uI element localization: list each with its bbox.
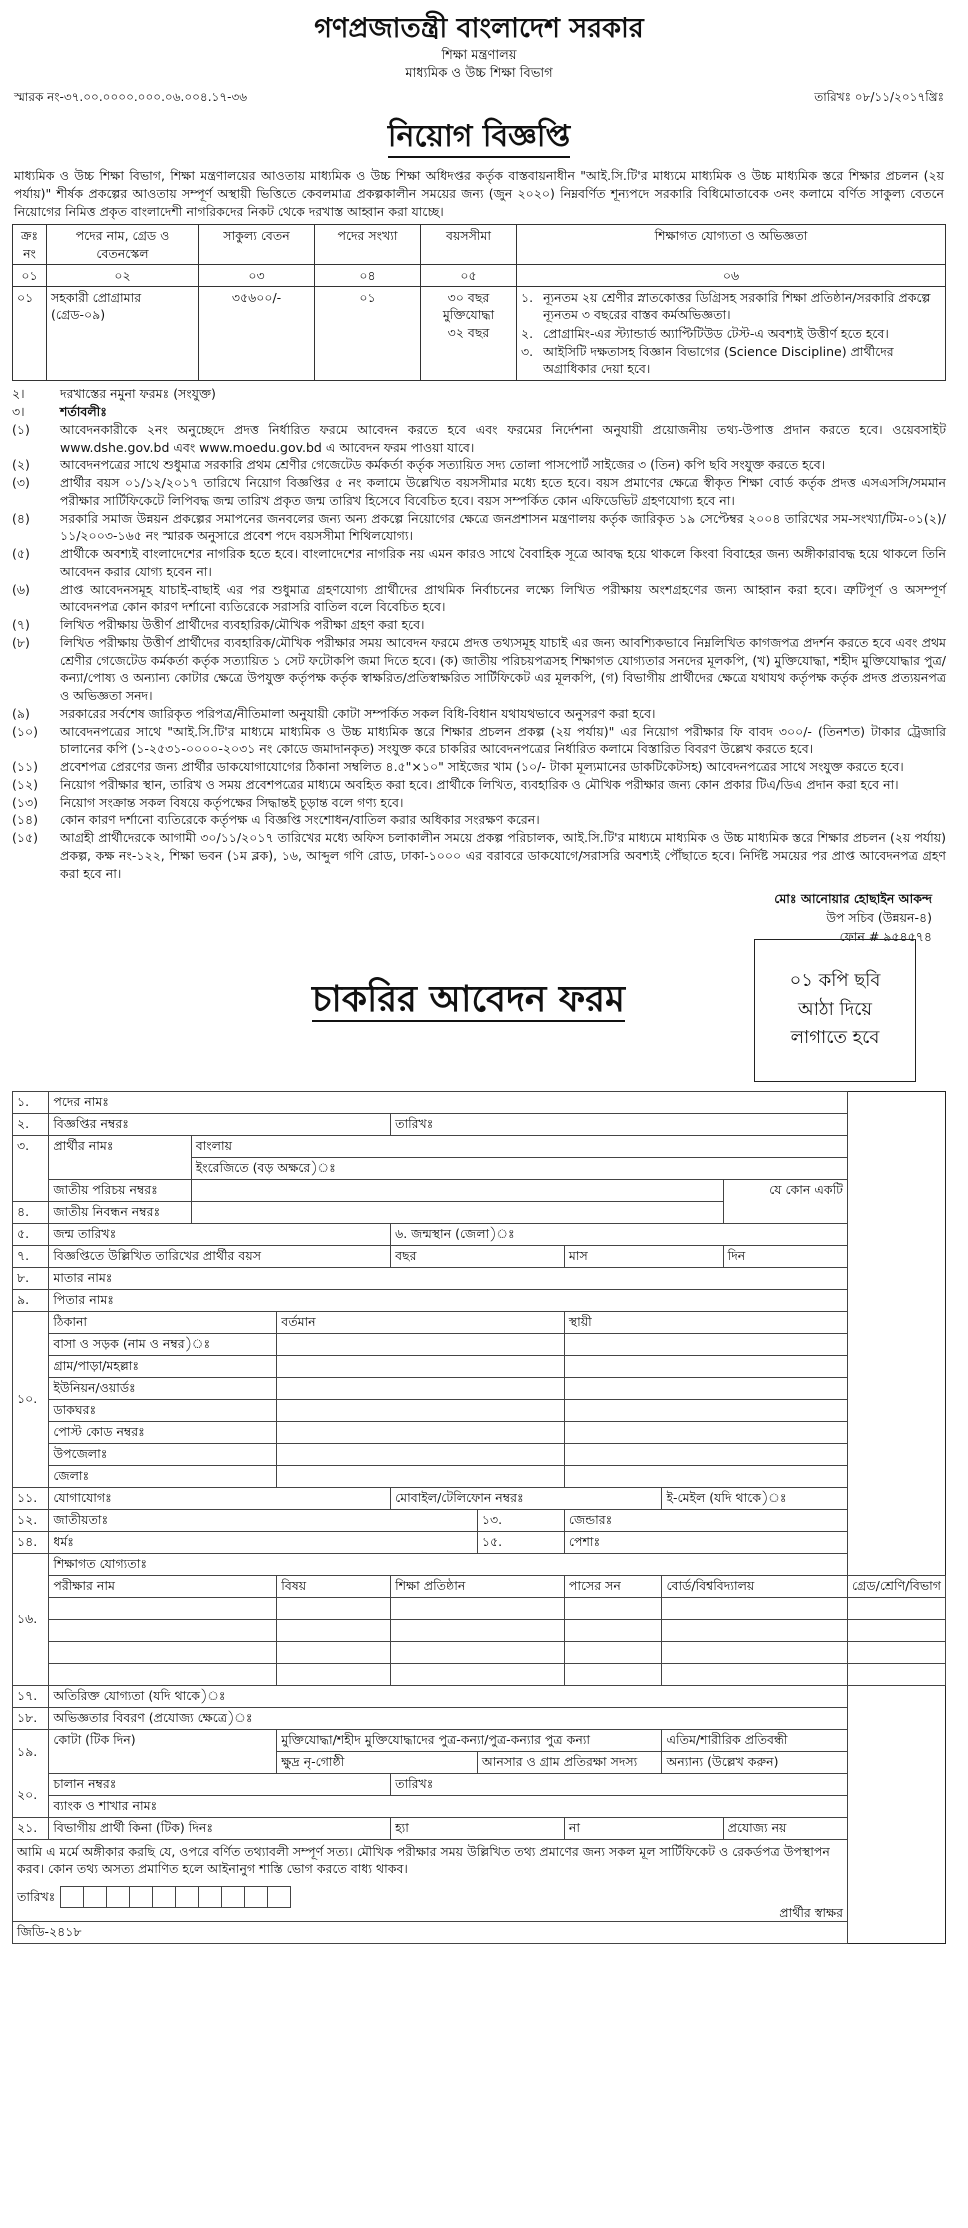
quota-row-a — [13, 1729, 946, 1751]
term-number: (১) — [12, 421, 30, 437]
present-address-field[interactable] — [277, 1333, 565, 1355]
dob-field[interactable]: জন্ম তারিখঃ — [49, 1223, 391, 1245]
term-number: (৯) — [12, 705, 30, 721]
term-item — [12, 421, 946, 457]
present-address-field[interactable] — [277, 1465, 565, 1487]
term-text: লিখিত পরীক্ষায় উত্তীর্ণ প্রার্থীদের ব্যবহারিক/মৌখিক পরীক্ষা গ্রহণ করা হবে। — [60, 617, 425, 633]
edu-head-row — [13, 1575, 946, 1597]
declaration-date — [17, 1886, 291, 1908]
row-no: ৩. — [13, 1135, 49, 1179]
term-number: (৭) — [12, 617, 30, 633]
term-item — [12, 776, 946, 794]
application-form — [12, 1091, 946, 1945]
option-no[interactable]: না — [564, 1817, 723, 1839]
challan-number-field[interactable]: চালান নম্বরঃ — [49, 1773, 391, 1795]
term-number: (৩) — [12, 475, 30, 491]
edu-cell[interactable] — [564, 1641, 662, 1663]
religion-field[interactable]: ধর্মঃ — [49, 1531, 478, 1553]
qual-text: আইসিটি দক্ষতাসহ বিজ্ঞান বিভাগের (Science Discipline) প্রার্থীদের অগ্রাধিকার দেয়া হবে। — [543, 343, 894, 377]
col-number: ০২ — [47, 264, 199, 286]
term-item — [12, 794, 946, 812]
age-days-field[interactable]: দিন — [723, 1245, 847, 1267]
term-text: সরকারি সমাজ উন্নয়ন প্রকল্পের সমাপনের জনবলের জন্য অন্য প্রকল্পে নিয়োগের ক্ষেত্রে জনপ্রশাসন মন্ত্রণালয় কর্তৃক জারিকৃত ১৯ সেপ্টেম্বর ২০০৪ তারিখের সম-সংখ্যা/টিম-০১(২)/১১/২০০৩-১৬৫ নং স্মারক অনুসারে প্রবেশ পদে বয়সসীমা শিথিলযোগ্য। — [60, 510, 946, 544]
edu-cell[interactable] — [49, 1641, 277, 1663]
quota-option-ethnic[interactable]: ক্ষুদ্র নৃ-গোষ্ঠী — [277, 1751, 478, 1773]
col-header: শিক্ষাগত যোগ্যতা ও অভিজ্ঞতা — [517, 225, 946, 265]
edu-cell[interactable] — [391, 1619, 565, 1641]
term-number: ৩। — [12, 404, 25, 420]
form-row-2 — [13, 1113, 946, 1135]
edu-cell[interactable] — [564, 1619, 662, 1641]
row-no: ১৫. — [477, 1531, 564, 1553]
address-row — [13, 1355, 946, 1377]
qual-no: ১. — [521, 290, 534, 306]
term-item — [12, 616, 946, 634]
term-text: আগ্রহী প্রার্থীদেরকে আগামী ৩০/১১/২০১৭ তারিখের মধ্যে অফিস চলাকালীন সময়ে প্রকল্প পরিচালক, আই.সি.টি'র মাধ্যমে মাধ্যমিক ও উচ্চ মাধ্যমিক স্তরে শিক্ষার প্রচলন (২য় পর্যায়) প্রকল্প, কক্ষ নং-১২২, শিক্ষা ভবন (১ম ব্লক), ১৬, আব্দুল গণি রোড, ঢাকা-১০০০ এর বরাবরে ডাকযোগে/সরাসরি অবশ্যই পৌঁছাতে হবে। নির্দিষ্ট সময়ের পর প্রাপ্ত আবেদনপত্র গ্রহণ করা হবে না। — [60, 830, 946, 881]
edu-col-header: শিক্ষা প্রতিষ্ঠান — [391, 1575, 565, 1597]
photo-text: লাগাতে হবে — [790, 1027, 880, 1049]
address-row — [13, 1421, 946, 1443]
mother-name-field[interactable]: মাতার নামঃ — [49, 1267, 848, 1289]
term-number: (১৪) — [12, 812, 38, 828]
edu-label-row — [13, 1553, 946, 1575]
quota-option-other[interactable]: অন্যান্য (উল্লেখ করুন) — [662, 1751, 848, 1773]
job-row — [13, 287, 946, 381]
edu-col-header: গ্রেড/শ্রেণি/বিভাগ — [847, 1575, 945, 1597]
present-address-label: বর্তমান — [277, 1311, 565, 1333]
col-header: ক্রঃ নং — [13, 225, 47, 265]
quota-label: কোটা (টিক দিন) — [49, 1729, 277, 1773]
col-number: ০৬ — [517, 264, 946, 286]
bank-branch-field[interactable]: ব্যাংক ও শাখার নামঃ — [49, 1795, 848, 1817]
permanent-address-field[interactable] — [564, 1355, 847, 1377]
present-address-field[interactable] — [277, 1421, 565, 1443]
address-row — [13, 1465, 946, 1487]
form-row-3a — [13, 1135, 946, 1157]
edu-cell[interactable] — [391, 1641, 565, 1663]
term-number: (২) — [12, 457, 30, 473]
form-row-14 — [13, 1531, 946, 1553]
gender-field[interactable]: জেন্ডারঃ — [564, 1509, 847, 1531]
edu-cell[interactable] — [564, 1597, 662, 1619]
term-text: আবেদনকারীকে ২নং অনুচ্ছেদে প্রদত্ত নির্ধারিত ফরমে আবেদন করতে হবে এবং ফরমের নির্দেশনা অনুযায়ী প্রয়োজনীয় তথ্য-উপাত্ত প্রদান করতে হবে। ওয়েবসাইট www.dshe.gov.bd এবং www.moedu.gov.bd এ আবেদন ফরম পাওয়া যাবে। — [60, 421, 946, 455]
memo-number: স্মারক নং-৩৭.০০.০০০০.০০০.০৬.০০৪.১৭-৩৬ — [14, 90, 248, 105]
challan-date-field[interactable]: তারিখঃ — [391, 1773, 848, 1795]
address-label: ঠিকানা — [49, 1311, 277, 1333]
term-number: (৬) — [12, 581, 30, 597]
term-item — [12, 385, 946, 403]
address-row-label: ইউনিয়ন/ওয়ার্ডঃ — [49, 1377, 277, 1399]
job-age — [421, 287, 517, 381]
col-header: বয়সসীমা — [421, 225, 517, 265]
row-no: ১২. — [13, 1509, 49, 1531]
col-header: পদের সংখ্যা — [315, 225, 421, 265]
date-boxes[interactable] — [61, 1886, 291, 1908]
row-no: ১৩. — [477, 1509, 564, 1531]
col-number: ০৪ — [315, 264, 421, 286]
col-number: ০১ — [13, 264, 47, 286]
phone-field[interactable]: মোবাইল/টেলিফোন নম্বরঃ — [391, 1487, 662, 1509]
edu-cell[interactable] — [49, 1597, 277, 1619]
experience-field[interactable]: অভিজ্ঞতার বিবরণ (প্রযোজ্য ক্ষেত্রে)ঃ — [49, 1707, 848, 1729]
extra-qualification-field[interactable]: অতিরিক্ত যোগ্যতা (যদি থাকে)ঃ — [49, 1685, 848, 1707]
occupation-field[interactable]: পেশাঃ — [564, 1531, 847, 1553]
challan-row-b — [13, 1795, 946, 1817]
term-number: (১৫) — [12, 830, 38, 846]
job-table — [12, 224, 946, 381]
form-title: চাকরির আবেদন ফরম — [312, 978, 626, 1020]
permanent-address-field[interactable] — [564, 1421, 847, 1443]
age-months-field[interactable]: মাস — [564, 1245, 723, 1267]
edu-cell[interactable] — [391, 1663, 565, 1685]
term-number: (৫) — [12, 546, 30, 562]
col-number-row — [13, 264, 946, 286]
age-general: ৩০ বছর — [447, 290, 490, 306]
edu-cell[interactable] — [662, 1597, 848, 1619]
term-text: আবেদনপত্রের সাথে শুধুমাত্র সরকারি প্রথম শ্রেণীর গেজেটেড কর্মকর্তা কর্তৃক সত্যায়িত সদ্য তোলা পাসপোর্ট সাইজের ৩ (তিন) কপি ছবি সংযুক্ত করতে হবে। — [60, 457, 826, 473]
declaration-footer — [13, 1886, 847, 1921]
form-row-11 — [13, 1487, 946, 1509]
signer-name: মোঃ আনোয়ার হোছাইন আকন্দ — [774, 891, 932, 907]
present-address-field[interactable] — [277, 1377, 565, 1399]
name-bangla-field[interactable]: বাংলায় — [191, 1135, 847, 1157]
division: মাধ্যমিক ও উচ্চ শিক্ষা বিভাগ — [405, 66, 553, 82]
permanent-address-field[interactable] — [564, 1399, 847, 1421]
declaration-cell — [13, 1839, 848, 1922]
term-item — [12, 456, 946, 474]
nid-field[interactable] — [191, 1179, 723, 1201]
term-number: ২। — [12, 386, 25, 402]
job-sl: ০১ — [13, 287, 47, 381]
qual-no: ৩. — [521, 343, 534, 359]
term-item — [12, 545, 946, 581]
term-text: নিয়োগ পরীক্ষার স্থান, তারিখ ও সময় প্রবেশপত্রের মাধ্যমে অবহিত করা হবে। প্রার্থীকে লিখিত, ব্যবহারিক ও মৌখিক পরীক্ষার জন্য কোন প্রকার টিএ/ডিএ প্রদান করা হবে না। — [60, 776, 899, 792]
edu-cell[interactable] — [277, 1641, 391, 1663]
row-no: ১১. — [13, 1487, 49, 1509]
job-table-header — [13, 225, 946, 265]
option-yes[interactable]: হ্যা — [391, 1817, 565, 1839]
form-row-9 — [13, 1289, 946, 1311]
photo-text: আঠা দিয়ে — [798, 998, 872, 1020]
form-row-12 — [13, 1509, 946, 1531]
birthplace-field[interactable]: ৬. জন্মস্থান (জেলা)ঃ — [391, 1223, 848, 1245]
term-item — [12, 581, 946, 617]
term-item — [12, 811, 946, 829]
address-row-label: ডাকঘরঃ — [49, 1399, 277, 1421]
nationality-field[interactable]: জাতীয়তাঃ — [49, 1509, 478, 1531]
edu-col-header: পরীক্ষার নাম — [49, 1575, 277, 1597]
row-no: ১৯. — [13, 1729, 49, 1773]
address-row — [13, 1443, 946, 1465]
col-number: ০৫ — [421, 264, 517, 286]
date-label: তারিখঃ — [17, 1889, 56, 1905]
declaration-row — [13, 1839, 946, 1922]
challan-row-a — [13, 1773, 946, 1795]
term-text: আবেদনপত্রের সাথে "আই.সি.টি'র মাধ্যমে মাধ্যমিক ও উচ্চ মাধ্যমিক স্তরে শিক্ষার প্রচলন প্রকল্প (২য় পর্যায়)" এর নিয়োগ পরীক্ষার ফি বাবদ ৩০০/- (তিনশত) টাকার ট্রেজারি চালানের কপি (১-২৫৩১-০০০০-২০৩১ নং কোডে জমাদানকৃত) সংযুক্ত করে চাকরির আবেদনপত্রের নির্ধারিত কলামে বিস্তারিত বিবরণ উল্লেখ করতে হবে। — [60, 723, 946, 757]
present-address-field[interactable] — [277, 1355, 565, 1377]
post-name-field[interactable]: পদের নামঃ — [49, 1091, 848, 1113]
qual-text: প্রোগ্রামিং-এর স্ট্যান্ডার্ড অ্যাপ্টিটিউড টেস্ট-এ অবশ্যই উত্তীর্ণ হতে হবে। — [543, 325, 889, 341]
row-no: ১. — [13, 1091, 49, 1113]
permanent-address-label: স্থায়ী — [564, 1311, 847, 1333]
age-years-field[interactable]: বছর — [391, 1245, 565, 1267]
departmental-label: বিভাগীয় প্রার্থী কিনা (টিক) দিনঃ — [49, 1817, 391, 1839]
edu-cell[interactable] — [277, 1663, 391, 1685]
job-salary: ৩৫৬০০/- — [199, 287, 315, 381]
form-row-8 — [13, 1267, 946, 1289]
edu-col-header: বোর্ড/বিশ্ববিদ্যালয় — [662, 1575, 848, 1597]
terms-list — [12, 385, 946, 882]
row-no: ৫. — [13, 1223, 49, 1245]
term-item — [12, 723, 946, 759]
form-header — [12, 939, 946, 1089]
term-item — [12, 403, 946, 421]
qual-text: ন্যূনতম ২য় শ্রেণীর স্নাতকোত্তর ডিগ্রিসহ সরকারি শিক্ষা প্রতিষ্ঠান/সরকারি প্রকল্পে ন্যূনতম ৩ বছরের বাস্তব কর্মঅভিজ্ঞতা। — [543, 290, 931, 323]
qual-no: ২. — [521, 325, 534, 341]
term-text: শর্তাবলীঃ — [60, 404, 107, 420]
contact-label: যোগাযোগঃ — [49, 1487, 391, 1509]
age-label: বিজ্ঞপ্তিতে উল্লিখিত তারিখের প্রার্থীর বয়স — [49, 1245, 391, 1267]
email-field[interactable]: ই-মেইল (যদি থাকে)ঃ — [662, 1487, 848, 1509]
term-number: (৮) — [12, 634, 30, 650]
permanent-address-field[interactable] — [564, 1465, 847, 1487]
form-row-7 — [13, 1245, 946, 1267]
permanent-address-field[interactable] — [564, 1377, 847, 1399]
row-no: ২. — [13, 1113, 49, 1135]
term-number: (১০) — [12, 723, 38, 739]
qual-item — [521, 325, 941, 342]
ad-number-field[interactable]: বিজ্ঞপ্তির নম্বরঃ — [49, 1113, 391, 1135]
ref-row — [12, 89, 946, 106]
edu-cell[interactable] — [662, 1619, 848, 1641]
edu-row — [13, 1597, 946, 1619]
job-post: সহকারী প্রোগ্রামার (গ্রেড-০৯) — [47, 287, 199, 381]
edu-cell[interactable] — [564, 1663, 662, 1685]
birthreg-label: জাতীয় নিবন্ধন নম্বরঃ — [49, 1201, 191, 1223]
edu-cell[interactable] — [277, 1597, 391, 1619]
term-item — [12, 634, 946, 705]
birthreg-field[interactable] — [191, 1201, 723, 1223]
row-no: ১০. — [13, 1311, 49, 1487]
term-text: কোন কারণ দর্শানো ব্যতিরেকে কর্তৃপক্ষ এ বিজ্ঞপ্তি সংশোধন/বাতিল করার অধিকার সংরক্ষণ করেন। — [60, 812, 540, 828]
form-row-18 — [13, 1707, 946, 1729]
form-code: জিডি-২৪১৮ — [13, 1922, 848, 1944]
term-number: (৪) — [12, 510, 30, 526]
edu-cell[interactable] — [847, 1663, 945, 1685]
address-row-label: উপজেলাঃ — [49, 1443, 277, 1465]
term-text: প্রবেশপত্র প্রেরণের জন্য প্রার্থীর ডাকযোগাযোগের ঠিকানা সম্বলিত ৪.৫"×১০" সাইজের খাম (১০/- টাকা মূল্যমানের ডাকটিকেটসহ) আবেদনপত্রের সাথে সংযুক্ত করতে হবে। — [60, 759, 904, 775]
term-item — [12, 705, 946, 723]
term-item — [12, 510, 946, 546]
form-row-nid — [13, 1179, 946, 1201]
term-text: লিখিত পরীক্ষায় উত্তীর্ণ প্রার্থীদের ব্যবহারিক/মৌখিক পরীক্ষার সময় আবেদন ফরমে প্রদত্ত তথ্যসমূহ যাচাই এর জন্য আবশ্যিকভাবে নিম্নলিখিত কাগজপত্র প্রদর্শন করতে হবে এবং প্রথম শ্রেণীর গেজেটেড কর্মকর্তা কর্তৃক সত্যায়িত ১ সেট ফটোকপি জমা দিতে হবে। (ক) জাতীয় পরিচয়পত্রসহ শিক্ষাগত যোগ্যতার সনদের মূলকপি, (খ) মুক্তিযোদ্ধা, শহীদ মুক্তিযোদ্ধার পুত্র/কন্যা/পোষ্য ও অন্যান্য কোটার ক্ষেত্রে উপযুক্ত কর্তৃপক্ষ কর্তৃক স্বাক্ষরিত/প্রতিস্বাক্ষরিত সার্টিফিকেট এর মূলকপি, (গ) বিভাগীয় প্রার্থীদের ক্ষেত্রে যথাযথ কর্তৃপক্ষ কর্তৃক প্রদত্ত প্রত্যয়নপত্র ও অভিজ্ঞতা সনদ। — [60, 634, 946, 704]
row-no-blank — [13, 1179, 49, 1201]
term-item — [12, 474, 946, 510]
row-no: ১৪. — [13, 1531, 49, 1553]
edu-col-header: পাসের সন — [564, 1575, 662, 1597]
address-row-label: বাসা ও সড়ক (নাম ও নম্বর)ঃ — [49, 1333, 277, 1355]
intro-paragraph: মাধ্যমিক ও উচ্চ শিক্ষা বিভাগ, শিক্ষা মন্ত্রণালয়ের আওতায় মাধ্যমিক ও উচ্চ শিক্ষা অধিদপ্তর কর্তৃক বাস্তবায়নাধীন "আই.সি.টি'র মাধ্যমে মাধ্যমিক ও উচ্চ মাধ্যমিক স্তরে শিক্ষার প্রচলন (২য় পর্যায়)" শীর্ষক প্রকল্পের আওতায় সম্পূর্ণ অস্থায়ী ভিত্তিতে কেবলমাত্র প্রকল্পকালীন সময়ের জন্য (জুন ২০২০) নিম্নবর্ণিত শূন্যপদে সরকারি বিধিমোতাবেক ৩নং কলামে বর্ণিত সাকুল্য বেতনে নিয়োগের নিমিত্ত প্রকৃত বাংলাদেশী নাগরিকদের নিকট থেকে দরখাস্ত আহ্বান করা যাচ্ছে। — [14, 168, 944, 219]
edu-cell[interactable] — [49, 1663, 277, 1685]
address-row — [13, 1333, 946, 1355]
term-number: (১২) — [12, 776, 38, 792]
term-text: দরখাস্তের নমুনা ফরমঃ (সংযুক্ত) — [60, 386, 216, 402]
term-text: প্রার্থীর বয়স ০১/১২/২০১৭ তারিখে নিয়োগ বিজ্ঞপ্তির ৫ নং কলামে উল্লেখিত বয়সসীমার মধ্যে হতে হবে। বয়স প্রমাণের ক্ষেত্রে স্বীকৃত শিক্ষা বোর্ড কর্তৃক প্রদত্ত এসএসসি/সমমান পরীক্ষার সার্টিফিকেটে লিপিবদ্ধ জন্ম তারিখ প্রকৃত জন্ম তারিখ হিসেবে বিবেচিত হবে। বয়স সম্পর্কিত কোন এফিডেভিট গ্রহণযোগ্য হবে না। — [60, 475, 946, 508]
edu-row — [13, 1641, 946, 1663]
edu-cell[interactable] — [847, 1641, 945, 1663]
address-row — [13, 1399, 946, 1421]
permanent-address-field[interactable] — [564, 1333, 847, 1355]
photo-box — [754, 939, 916, 1082]
either-note: যে কোন একটি — [723, 1179, 847, 1223]
row-no: ৭. — [13, 1245, 49, 1267]
option-na[interactable]: প্রযোজ্য নয় — [723, 1817, 847, 1839]
edu-cell[interactable] — [847, 1597, 945, 1619]
term-text: প্রার্থীকে অবশ্যই বাংলাদেশের নাগরিক হতে হবে। বাংলাদেশের নাগরিক নয় এমন কারও সাথে বৈবাহিক সূত্রে আবদ্ধ হয়ে থাকলে কিংবা বিবাহের জন্য অঙ্গীকারাবদ্ধ হয়ে থাকলে তিনি আবেদন করার যোগ্য হবেন না। — [60, 546, 946, 579]
ad-date-field[interactable]: তারিখঃ — [391, 1113, 848, 1135]
qual-item — [521, 289, 941, 324]
nid-label: জাতীয় পরিচয় নম্বরঃ — [49, 1179, 191, 1201]
job-qualifications — [517, 287, 946, 381]
row-no: ১৮. — [13, 1707, 49, 1729]
signer-designation: উপ সচিব (উন্নয়ন-৪) — [826, 910, 932, 926]
quota-option-orphan[interactable]: এতিম/শারীরিক প্রতিবন্ধী — [662, 1729, 848, 1751]
col-header: সাকুল্য বেতন — [199, 225, 315, 265]
qual-item — [521, 343, 941, 378]
row-no: ১৬. — [13, 1553, 49, 1685]
col-number: ০৩ — [199, 264, 315, 286]
present-address-field[interactable] — [277, 1443, 565, 1465]
code-row — [13, 1922, 946, 1944]
photo-text: ০১ কপি ছবি — [789, 969, 881, 991]
edu-row — [13, 1663, 946, 1685]
signer-phone: ফোন # ৯৫৪৫৭৪ — [839, 928, 932, 944]
job-count: ০১ — [315, 287, 421, 381]
term-number: (১৩) — [12, 794, 38, 810]
row-no: ৪. — [13, 1201, 49, 1223]
edu-row — [13, 1619, 946, 1641]
term-item — [12, 758, 946, 776]
age-ff: ৩২ বছর — [447, 324, 490, 340]
term-text: প্রাপ্ত আবেদনসমূহ যাচাই-বাছাই এর পর শুধুমাত্র গ্রহণযোগ্য প্রার্থীদের প্রাথমিক নির্বাচনের লক্ষ্যে লিখিত পরীক্ষায় অংশগ্রহণের জন্য আহ্বান করা হবে। ত্রুটিপূর্ণ ও অসম্পূর্ণ আবেদনপত্র কোন কারণ দর্শানো ব্যতিরেকে সরাসরি বাতিল বলে বিবেচিত হবে। — [60, 581, 946, 615]
applicant-name-label: প্রার্থীর নামঃ — [49, 1135, 191, 1179]
gov-header: গণপ্রজাতন্ত্রী বাংলাদেশ সরকার — [314, 13, 644, 44]
row-no: ৯. — [13, 1289, 49, 1311]
address-head — [13, 1311, 946, 1333]
declaration-text: আমি এ মর্মে অঙ্গীকার করছি যে, ওপরে বর্ণিত তথ্যাবলী সম্পূর্ণ সত্য। মৌখিক পরীক্ষার সময় উল্লিখিত তথ্য প্রমাণের জন্য সকল মূল সার্টিফিকেট ও রেকর্ডপত্র উপস্থাপন করব। কোন তথ্য অসত্য প্রমাণিত হলে আইনানুগ শাস্তি ভোগ করতে বাধ্য থাকব। — [17, 1843, 830, 1876]
address-row-label: পোস্ট কোড নম্বরঃ — [49, 1421, 277, 1443]
edu-cell[interactable] — [391, 1597, 565, 1619]
present-address-field[interactable] — [277, 1399, 565, 1421]
term-text: সরকারের সর্বশেষ জারিকৃত পরিপত্র/নীতিমালা অনুযায়ী কোটা সম্পর্কিত সকল বিধি-বিধান যথাযথভাবে অনুসরণ করা হবে। — [60, 705, 656, 721]
term-text: নিয়োগ সংক্রান্ত সকল বিষয়ে কর্তৃপক্ষের সিদ্ধান্তই চূড়ান্ত বলে গণ্য হবে। — [60, 794, 404, 810]
edu-cell[interactable] — [662, 1641, 848, 1663]
term-item — [12, 829, 946, 882]
age-ff-label: মুক্তিযোদ্ধা — [442, 307, 495, 323]
name-english-field[interactable]: ইংরেজিতে (বড় অক্ষরে)ঃ — [191, 1157, 847, 1179]
education-label: শিক্ষাগত যোগ্যতাঃ — [49, 1553, 848, 1575]
edu-cell[interactable] — [49, 1619, 277, 1641]
row-no: ১৭. — [13, 1685, 49, 1707]
applicant-signature: প্রার্থীর স্বাক্ষর — [779, 1905, 843, 1921]
form-row-21 — [13, 1817, 946, 1839]
form-row-1 — [13, 1091, 946, 1113]
row-no: ২১. — [13, 1817, 49, 1839]
row-no: ৮. — [13, 1267, 49, 1289]
edu-cell[interactable] — [662, 1663, 848, 1685]
form-row-17 — [13, 1685, 946, 1707]
row-no: ২০. — [13, 1773, 49, 1817]
quota-option-ansar[interactable]: আনসার ও গ্রাম প্রতিরক্ষা সদস্য — [477, 1751, 662, 1773]
col-header: পদের নাম, গ্রেড ও বেতনস্কেল — [47, 225, 199, 265]
edu-cell[interactable] — [847, 1619, 945, 1641]
address-row-label: জেলাঃ — [49, 1465, 277, 1487]
form-row-5 — [13, 1223, 946, 1245]
address-row — [13, 1377, 946, 1399]
notice-title: নিয়োগ বিজ্ঞপ্তি — [12, 116, 946, 157]
father-name-field[interactable]: পিতার নামঃ — [49, 1289, 848, 1311]
term-number: (১১) — [12, 759, 38, 775]
notice-date: তারিখঃ ০৮/১১/২০১৭খ্রিঃ — [814, 90, 944, 105]
quota-option-ff[interactable]: মুক্তিযোদ্ধা/শহীদ মুক্তিযোদ্ধাদের পুত্র-কন্যা/পুত্র-কন্যার পুত্র কন্যা — [277, 1729, 662, 1751]
permanent-address-field[interactable] — [564, 1443, 847, 1465]
address-row-label: গ্রাম/পাড়া/মহল্লাঃ — [49, 1355, 277, 1377]
ministry: শিক্ষা মন্ত্রণালয় — [441, 48, 517, 64]
edu-cell[interactable] — [277, 1619, 391, 1641]
edu-col-header: বিষয় — [277, 1575, 391, 1597]
